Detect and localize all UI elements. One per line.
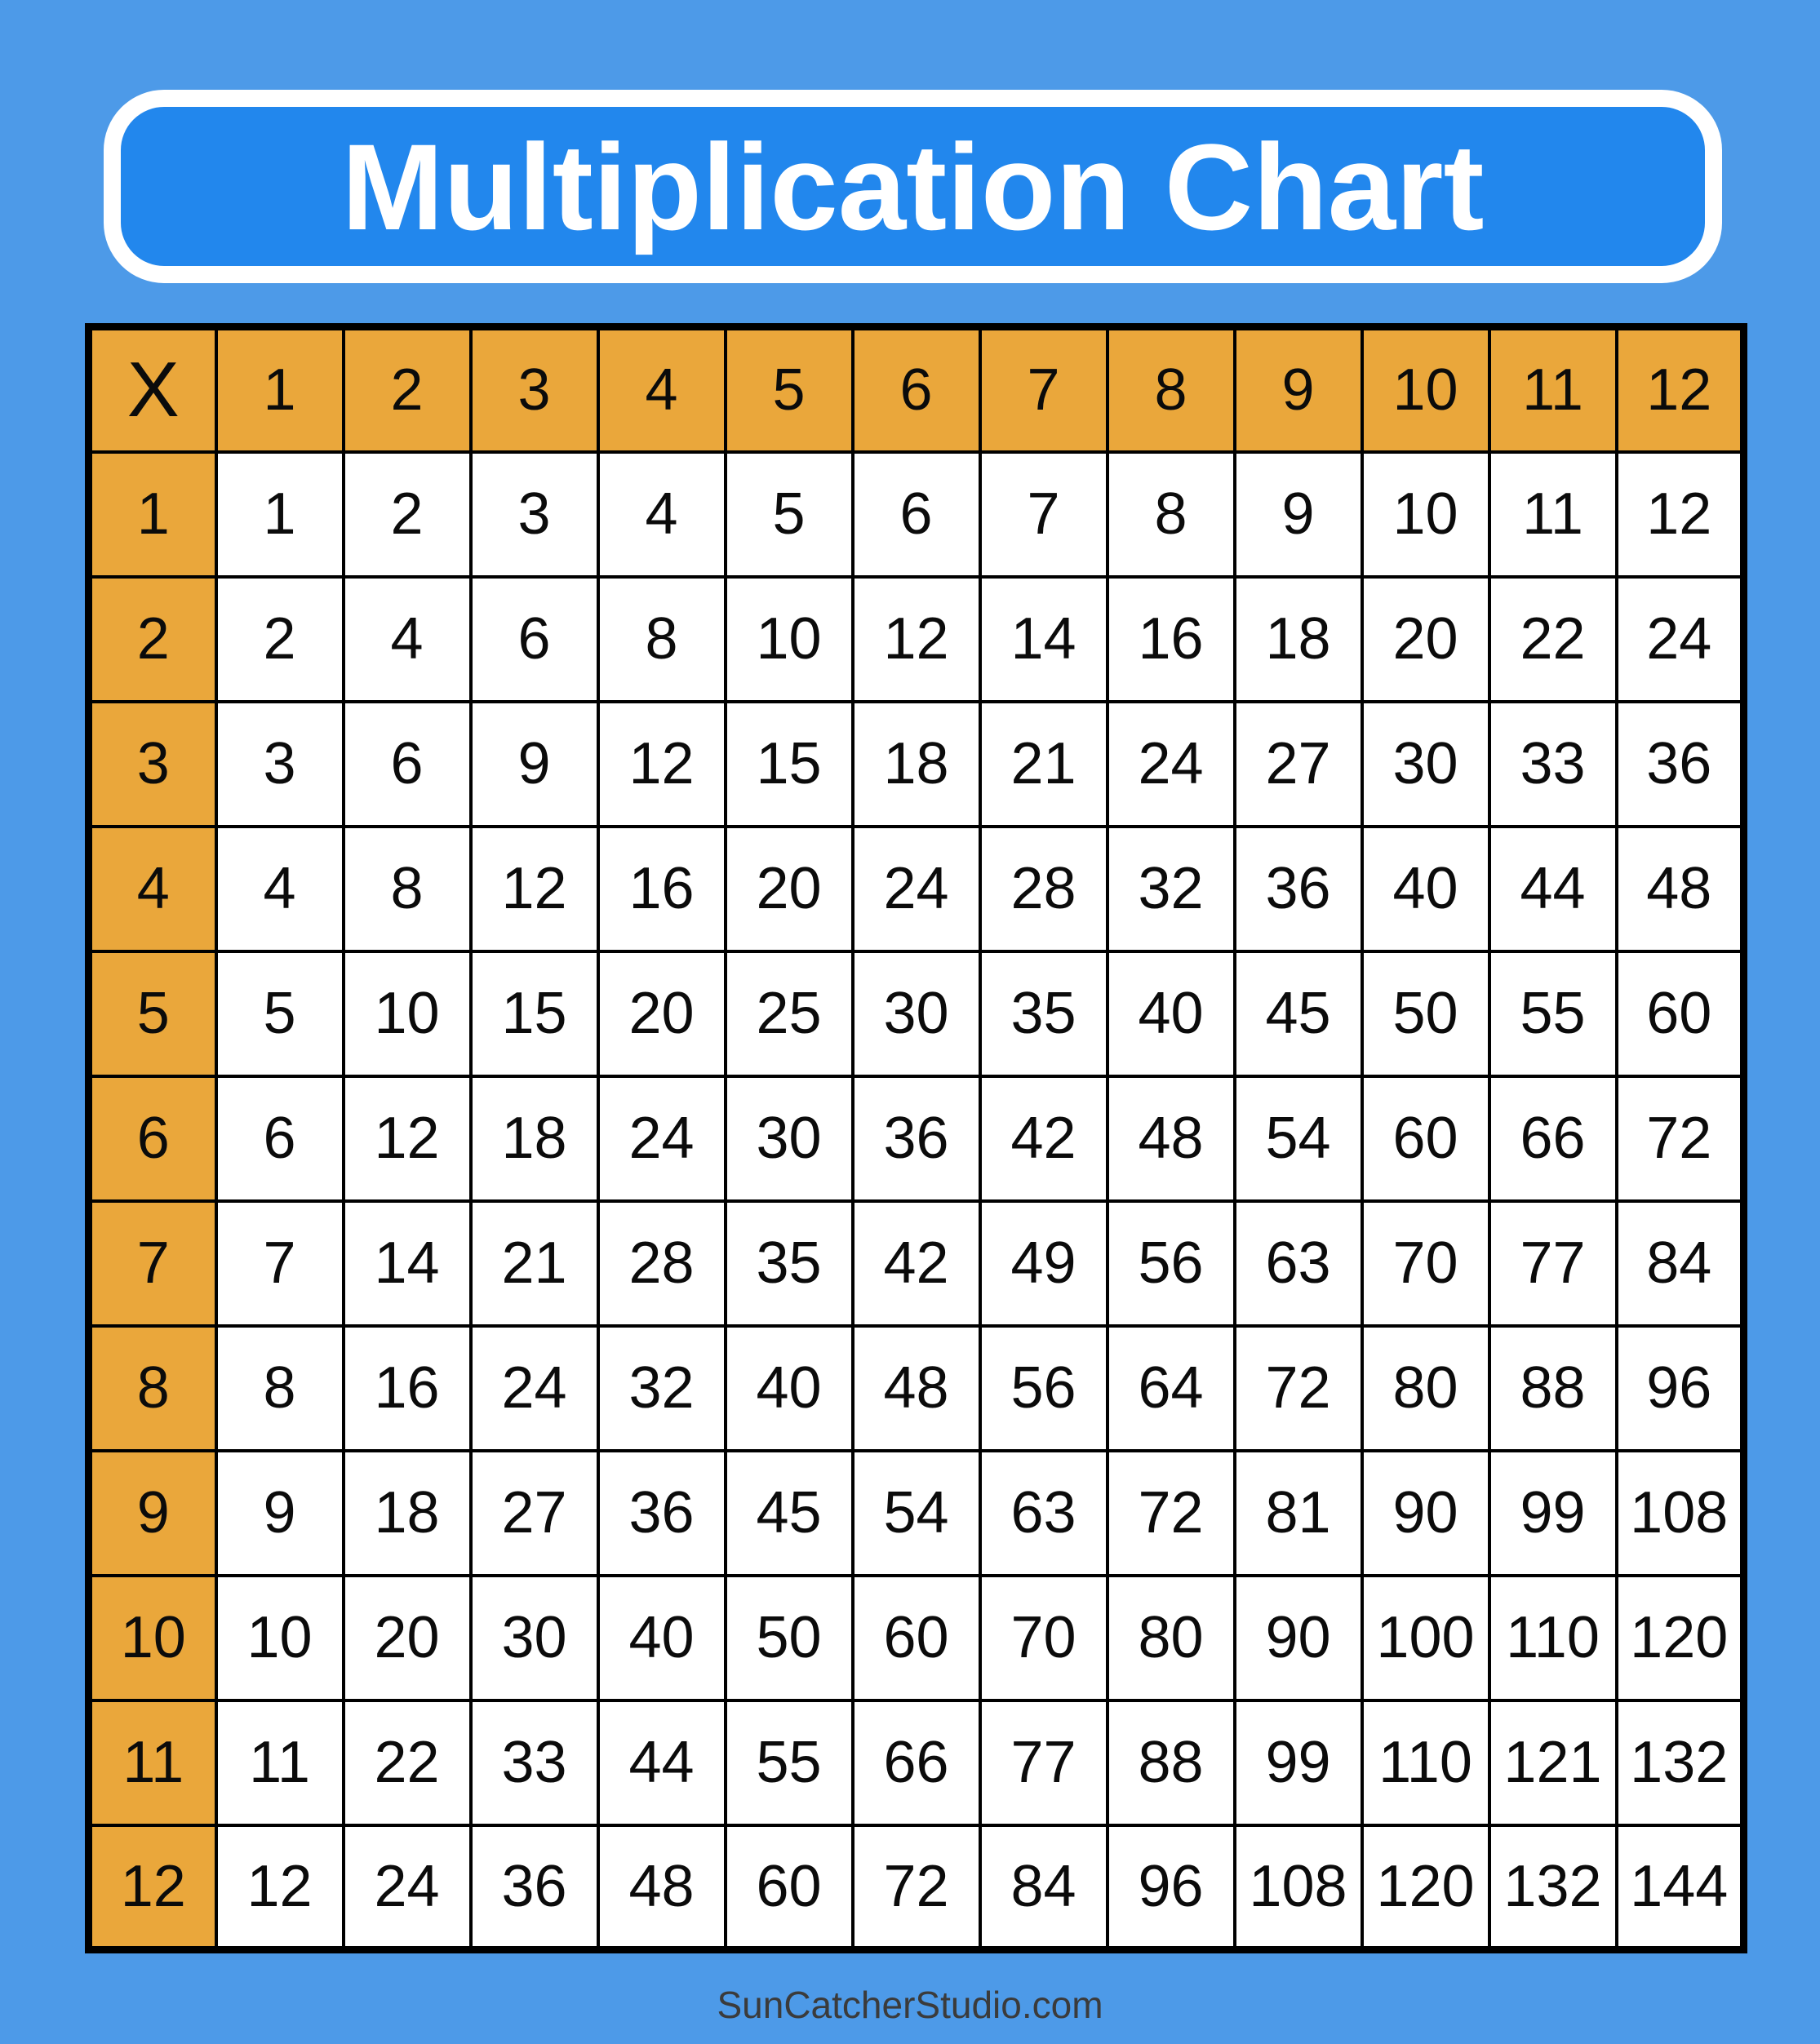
product-cell: 16 [344,1326,471,1451]
product-cell: 5 [216,951,344,1076]
product-cell: 11 [1489,452,1617,577]
row-header-cell: 12 [89,1825,216,1950]
corner-cell: X [89,327,216,452]
table-row [89,1576,1744,1700]
product-cell: 90 [1362,1451,1489,1576]
product-cell: 18 [471,1076,598,1201]
product-cell: 6 [471,577,598,702]
table-row [89,951,1744,1076]
product-cell: 20 [1362,577,1489,702]
product-cell: 64 [1108,1326,1235,1451]
product-cell: 55 [1489,951,1617,1076]
product-cell: 96 [1108,1825,1235,1950]
product-cell: 100 [1362,1576,1489,1700]
product-cell: 8 [344,827,471,951]
product-cell: 70 [1362,1201,1489,1326]
row-header-cell: 7 [89,1201,216,1326]
product-cell: 15 [471,951,598,1076]
product-cell: 55 [726,1700,853,1825]
product-cell: 8 [216,1326,344,1451]
footer-credit: SunCatcherStudio.com [717,1984,1103,2026]
product-cell: 42 [980,1076,1108,1201]
product-cell: 96 [1617,1326,1744,1451]
product-cell: 14 [344,1201,471,1326]
product-cell: 32 [1108,827,1235,951]
product-cell: 11 [216,1700,344,1825]
row-header-cell: 10 [89,1576,216,1700]
product-cell: 72 [1108,1451,1235,1576]
product-cell: 30 [471,1576,598,1700]
product-cell: 21 [471,1201,598,1326]
product-cell: 40 [726,1326,853,1451]
product-cell: 40 [1108,951,1235,1076]
header-row [89,327,1744,452]
product-cell: 30 [1362,702,1489,827]
product-cell: 7 [980,452,1108,577]
product-cell: 10 [1362,452,1489,577]
product-cell: 18 [344,1451,471,1576]
product-cell: 110 [1362,1700,1489,1825]
column-header-cell: 4 [598,327,726,452]
product-cell: 20 [344,1576,471,1700]
product-cell: 48 [1617,827,1744,951]
row-header-cell: 3 [89,702,216,827]
product-cell: 54 [1235,1076,1362,1201]
product-cell: 12 [216,1825,344,1950]
product-cell: 24 [1617,577,1744,702]
product-cell: 33 [1489,702,1617,827]
product-cell: 9 [1235,452,1362,577]
product-cell: 84 [1617,1201,1744,1326]
column-header-cell: 10 [1362,327,1489,452]
product-cell: 14 [980,577,1108,702]
column-header-cell: 12 [1617,327,1744,452]
product-cell: 121 [1489,1700,1617,1825]
table-row [89,1076,1744,1201]
product-cell: 40 [1362,827,1489,951]
product-cell: 36 [853,1076,980,1201]
product-cell: 10 [344,951,471,1076]
row-header-cell: 9 [89,1451,216,1576]
title-banner [104,90,1722,283]
product-cell: 1 [216,452,344,577]
product-cell: 132 [1489,1825,1617,1950]
product-cell: 44 [598,1700,726,1825]
table-row [89,827,1744,951]
product-cell: 32 [598,1326,726,1451]
product-cell: 27 [471,1451,598,1576]
table-row [89,577,1744,702]
table-row [89,1825,1744,1950]
table-row [89,1700,1744,1825]
row-header-cell: 5 [89,951,216,1076]
product-cell: 35 [980,951,1108,1076]
product-cell: 54 [853,1451,980,1576]
product-cell: 3 [471,452,598,577]
multiplication-chart [85,323,1747,1953]
product-cell: 77 [1489,1201,1617,1326]
product-cell: 36 [598,1451,726,1576]
product-cell: 63 [1235,1201,1362,1326]
product-cell: 72 [1235,1326,1362,1451]
product-cell: 27 [1235,702,1362,827]
row-header-cell: 4 [89,827,216,951]
product-cell: 12 [1617,452,1744,577]
row-header-cell: 6 [89,1076,216,1201]
product-cell: 72 [853,1825,980,1950]
product-cell: 18 [853,702,980,827]
product-cell: 6 [853,452,980,577]
product-cell: 36 [1235,827,1362,951]
product-cell: 84 [980,1825,1108,1950]
product-cell: 66 [853,1700,980,1825]
product-cell: 80 [1108,1576,1235,1700]
row-header-cell: 2 [89,577,216,702]
product-cell: 80 [1362,1326,1489,1451]
product-cell: 72 [1617,1076,1744,1201]
product-cell: 2 [344,452,471,577]
multiplication-table [85,323,1747,1953]
row-header-cell: 1 [89,452,216,577]
table-row [89,1326,1744,1451]
product-cell: 7 [216,1201,344,1326]
product-cell: 60 [726,1825,853,1950]
product-cell: 10 [726,577,853,702]
product-cell: 12 [344,1076,471,1201]
column-header-cell: 2 [344,327,471,452]
product-cell: 21 [980,702,1108,827]
column-header-cell: 8 [1108,327,1235,452]
product-cell: 16 [598,827,726,951]
column-header-cell: 9 [1235,327,1362,452]
row-header-cell: 8 [89,1326,216,1451]
product-cell: 99 [1489,1451,1617,1576]
table-row [89,452,1744,577]
column-header-cell: 7 [980,327,1108,452]
product-cell: 45 [1235,951,1362,1076]
product-cell: 44 [1489,827,1617,951]
product-cell: 4 [598,452,726,577]
product-cell: 28 [598,1201,726,1326]
product-cell: 5 [726,452,853,577]
product-cell: 50 [726,1576,853,1700]
product-cell: 24 [598,1076,726,1201]
product-cell: 24 [471,1326,598,1451]
product-cell: 22 [1489,577,1617,702]
table-row [89,1451,1744,1576]
product-cell: 108 [1235,1825,1362,1950]
product-cell: 8 [1108,452,1235,577]
product-cell: 48 [853,1326,980,1451]
product-cell: 30 [853,951,980,1076]
column-header-cell: 1 [216,327,344,452]
product-cell: 8 [598,577,726,702]
product-cell: 110 [1489,1576,1617,1700]
product-cell: 33 [471,1700,598,1825]
product-cell: 12 [598,702,726,827]
product-cell: 50 [1362,951,1489,1076]
column-header-cell: 11 [1489,327,1617,452]
product-cell: 60 [853,1576,980,1700]
table-row [89,702,1744,827]
product-cell: 90 [1235,1576,1362,1700]
product-cell: 49 [980,1201,1108,1326]
product-cell: 4 [344,577,471,702]
row-header-cell: 11 [89,1700,216,1825]
table-row [89,1201,1744,1326]
product-cell: 24 [344,1825,471,1950]
product-cell: 4 [216,827,344,951]
column-header-cell: 5 [726,327,853,452]
product-cell: 9 [471,702,598,827]
product-cell: 60 [1362,1076,1489,1201]
column-header-cell: 6 [853,327,980,452]
product-cell: 132 [1617,1700,1744,1825]
product-cell: 35 [726,1201,853,1326]
product-cell: 25 [726,951,853,1076]
product-cell: 30 [726,1076,853,1201]
page-title: Multiplication Chart [341,117,1485,255]
product-cell: 40 [598,1576,726,1700]
product-cell: 120 [1617,1576,1744,1700]
product-cell: 56 [980,1326,1108,1451]
product-cell: 12 [853,577,980,702]
product-cell: 45 [726,1451,853,1576]
product-cell: 99 [1235,1700,1362,1825]
product-cell: 24 [853,827,980,951]
product-cell: 48 [598,1825,726,1950]
column-header-cell: 3 [471,327,598,452]
product-cell: 56 [1108,1201,1235,1326]
product-cell: 22 [344,1700,471,1825]
product-cell: 81 [1235,1451,1362,1576]
product-cell: 63 [980,1451,1108,1576]
product-cell: 9 [216,1451,344,1576]
product-cell: 120 [1362,1825,1489,1950]
product-cell: 15 [726,702,853,827]
product-cell: 24 [1108,702,1235,827]
product-cell: 18 [1235,577,1362,702]
product-cell: 2 [216,577,344,702]
product-cell: 10 [216,1576,344,1700]
product-cell: 88 [1489,1326,1617,1451]
product-cell: 70 [980,1576,1108,1700]
product-cell: 36 [471,1825,598,1950]
product-cell: 77 [980,1700,1108,1825]
product-cell: 60 [1617,951,1744,1076]
product-cell: 88 [1108,1700,1235,1825]
product-cell: 42 [853,1201,980,1326]
product-cell: 6 [344,702,471,827]
product-cell: 12 [471,827,598,951]
product-cell: 20 [726,827,853,951]
product-cell: 48 [1108,1076,1235,1201]
product-cell: 16 [1108,577,1235,702]
product-cell: 144 [1617,1825,1744,1950]
product-cell: 108 [1617,1451,1744,1576]
product-cell: 20 [598,951,726,1076]
product-cell: 3 [216,702,344,827]
product-cell: 66 [1489,1076,1617,1201]
product-cell: 6 [216,1076,344,1201]
product-cell: 36 [1617,702,1744,827]
product-cell: 28 [980,827,1108,951]
